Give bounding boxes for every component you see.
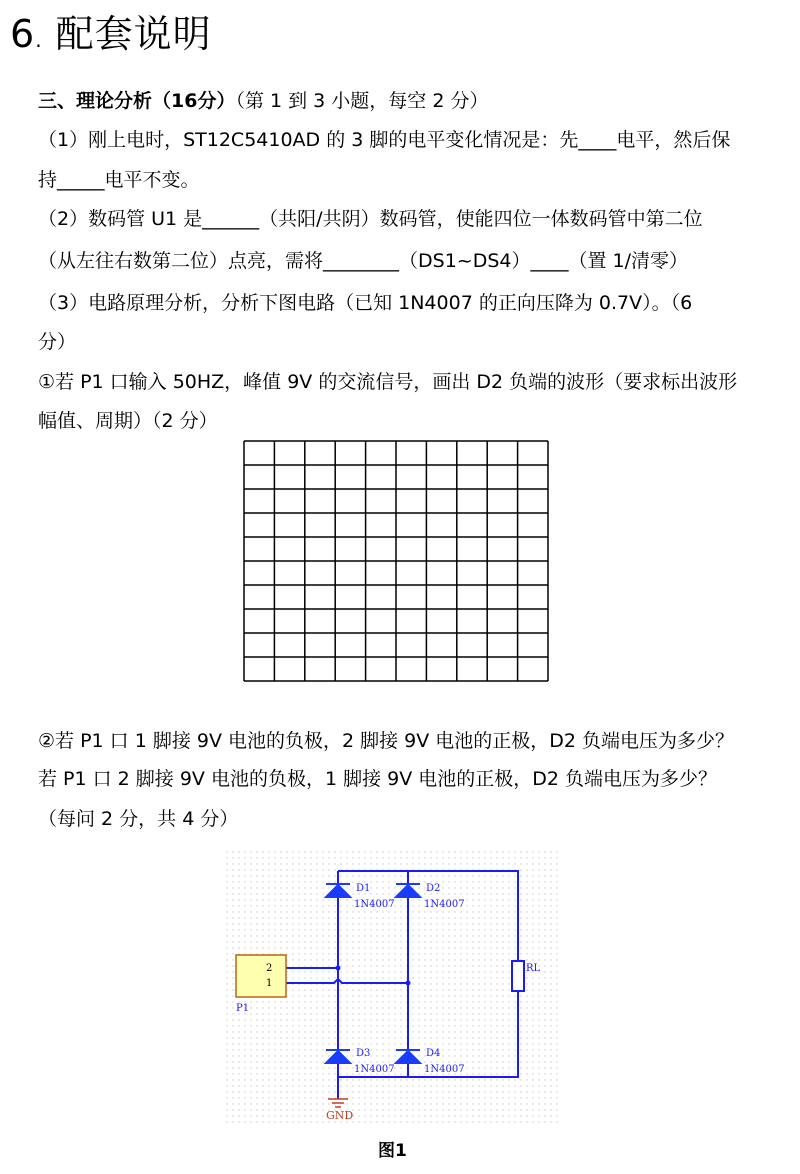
answer-grid (243, 440, 549, 682)
label-d2-part: 1N4007 (424, 899, 465, 910)
section-heading-bold: 三、理论分析（16分） (38, 90, 236, 112)
label-d3-part: 1N4007 (354, 1064, 395, 1075)
label-p1: P1 (236, 1003, 250, 1014)
question-line: （2）数码管 U1 是______（共阳/共阴）数码管，使能四位一体数码管中第二位 (38, 208, 703, 230)
label-d1-part: 1N4007 (354, 899, 395, 910)
question-line: （从左往右数第二位）点亮，需将________（DS1~DS4）____（置 1/清零） (38, 250, 689, 272)
figure-caption: 图1 (378, 1141, 407, 1161)
resistor-rl (512, 961, 524, 991)
question-line: 幅值、周期）（2 分） (38, 410, 218, 432)
circuit-diagram (226, 851, 562, 1123)
page-title (10, 10, 212, 64)
label-d3: D3 (356, 1048, 371, 1059)
label-d4: D4 (426, 1048, 441, 1059)
title-text: 配套说明 (55, 12, 212, 56)
junction-dot (336, 966, 341, 971)
label-gnd: GND (326, 1109, 354, 1122)
question-line: 若 P1 口 2 脚接 9V 电池的负极，1 脚接 9V 电池的正极，D2 负端电压为多少？ (38, 768, 718, 790)
question-line: （每问 2 分，共 4 分） (38, 808, 239, 830)
question-line: ②若 P1 口 1 脚接 9V 电池的负极，2 脚接 9V 电池的正极，D2 负端电压为多少？ (38, 730, 735, 752)
title-number: 6 (10, 12, 36, 56)
label-d4-part: 1N4007 (424, 1064, 465, 1075)
question-line: 分） (38, 331, 77, 353)
question-line: （1）刚上电时，ST12C5410AD 的 3 脚的电平变化情况是：先____电平，然后保 (38, 129, 731, 151)
label-d1: D1 (356, 883, 371, 894)
label-d2: D2 (426, 883, 441, 894)
label-rl: RL (526, 963, 541, 974)
label-pin1: 1 (266, 978, 273, 989)
section-heading-rest: （第 1 到 3 小题，每空 2 分） (235, 90, 489, 112)
question-line: （3）电路原理分析，分析下图电路（已知 1N4007 的正向压降为 0.7V）。（6 (38, 292, 693, 314)
question-line: ①若 P1 口输入 50HZ，峰值 9V 的交流信号，画出 D2 负端的波形（要求标出波形 (38, 371, 738, 393)
question-line: 持_____电平不变。 (38, 169, 200, 191)
connector-p1 (236, 955, 286, 997)
label-pin2: 2 (266, 963, 273, 974)
title-dot: . (35, 28, 43, 52)
junction-dot (406, 981, 411, 986)
section-heading (38, 88, 488, 114)
